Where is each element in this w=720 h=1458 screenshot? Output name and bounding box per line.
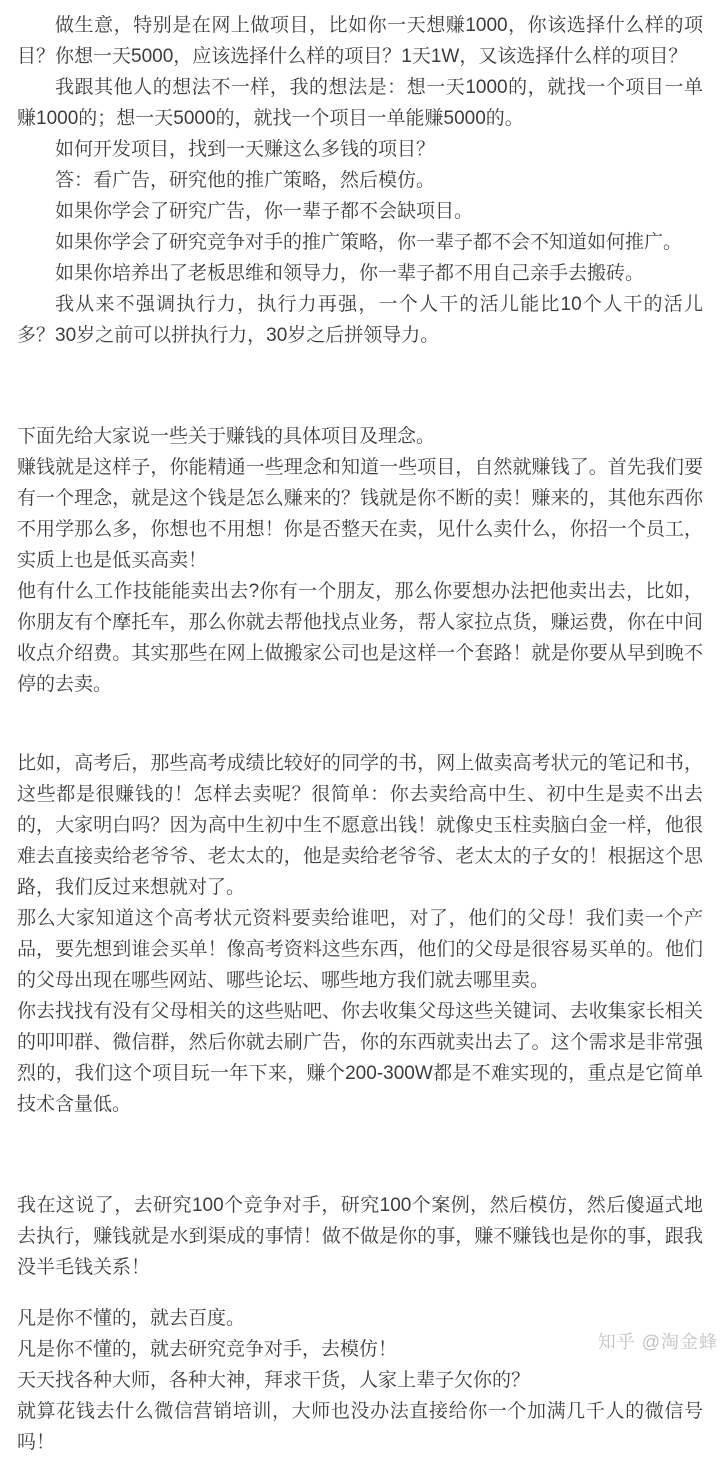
paragraph: 他有什么工作技能能卖出去?你有一个朋友，那么你要想办法把他卖出去，比如，你朋友有个摩托车，那么你就去帮他找点业务，帮人家拉点货，赚运费，你在中间收点介绍费。其实那些在网上做搬家公司也是这样一个套路！就是你要从早到晚不停的去卖。: [17, 581, 703, 695]
paragraph: 赚钱就是这样子，你能精通一些理念和知道一些项目，自然就赚钱了。首先我们要有一个理念，就是这个钱是怎么赚来的？钱就是你不断的卖！赚来的，其他东西你不用学那么多，你想也不用想！你是否整天在卖，见什么卖什么，你招一个员工，实质上也是低买高卖！: [17, 457, 703, 571]
paragraph: 做生意，特别是在网上做项目，比如你一天想赚1000，你该选择什么样的项目？你想一天5000，应该选择什么样的项目？1天1W，又该选择什么样的项目？: [17, 15, 703, 67]
paragraph: 如果你学会了研究广告，你一辈子都不会缺项目。: [55, 201, 474, 222]
paragraph: 如何开发项目，找到一天赚这么多钱的项目？: [55, 139, 436, 160]
paragraph: 那么大家知道这个高考状元资料要卖给谁吧，对了，他们的父母！我们卖一个产品，要先想到谁会买单！像高考资料这些东西，他们的父母是很容易买单的。他们的父母出现在哪些网站、哪些论坛、哪些地方我们就去哪里卖。: [17, 908, 703, 991]
paragraph: 如果你培养出了老板思维和领导力，你一辈子都不用自己亲手去搬砖。: [55, 263, 645, 284]
paragraph: 我在这说了，去研究100个竞争对手，研究100个案例，然后模仿，然后傻逼式地去执行，赚钱就是水到渠成的事情！做不做是你的事，赚不赚钱也是你的事，跟我没半毛钱关系！: [17, 1195, 703, 1278]
paragraph: 我跟其他人的想法不一样，我的想法是：想一天1000的，就找一个项目一单赚1000的；想一天5000的，就找一个项目一单能赚5000的。: [17, 77, 703, 129]
paragraph: 如果你学会了研究竞争对手的推广策略，你一辈子都不会不知道如何推广。: [55, 232, 683, 253]
paragraph: 你去找找有没有父母相关的这些贴吧、你去收集父母这些关键词、去收集家长相关的叩叩群、微信群，然后你就去刷广告，你的东西就卖出去了。这个需求是非常强烈的，我们这个项目玩一年下来，赚个200-300W都是不难实现的，重点是它简单技术含量低。: [17, 1001, 703, 1115]
paragraph: 下面先给大家说一些关于赚钱的具体项目及理念。: [17, 426, 436, 447]
paragraph-list: [17, 10, 703, 1458]
paragraph: 比如，高考后，那些高考成绩比较好的同学的书，网上做卖高考状元的笔记和书，这些都是很赚钱的！怎样去卖呢？很简单：你去卖给高中生、初中生是卖不出去的，大家明白吗？因为高中生初中生不愿意出钱！就像史玉柱卖脑白金一样，他很难去直接卖给老爷爷、老太太的，他是卖给老爷爷、老太太的子女的！根据这个思路，我们反过来想就对了。: [17, 753, 703, 898]
paragraph: 天天找各种大师，各种大神，拜求干货，人家上辈子欠你的？: [17, 1370, 531, 1391]
paragraph: 就算花钱去什么微信营销培训，大师也没办法直接给你一个加满几千人的微信号吗！: [17, 1401, 703, 1453]
paragraph: 答：看广告，研究他的推广策略，然后模仿。: [55, 170, 436, 191]
zhihu-watermark: 知乎 @淘金蜂: [597, 1332, 718, 1352]
paragraph: 凡是你不懂的，就去百度。: [17, 1308, 246, 1329]
paragraph: 凡是你不懂的，就去研究竞争对手，去模仿！: [17, 1339, 398, 1360]
paragraph: 我从来不强调执行力，执行力再强，一个人干的活儿能比10个人干的活儿多？30岁之前可以拼执行力，30岁之后拼领导力。: [17, 294, 703, 346]
